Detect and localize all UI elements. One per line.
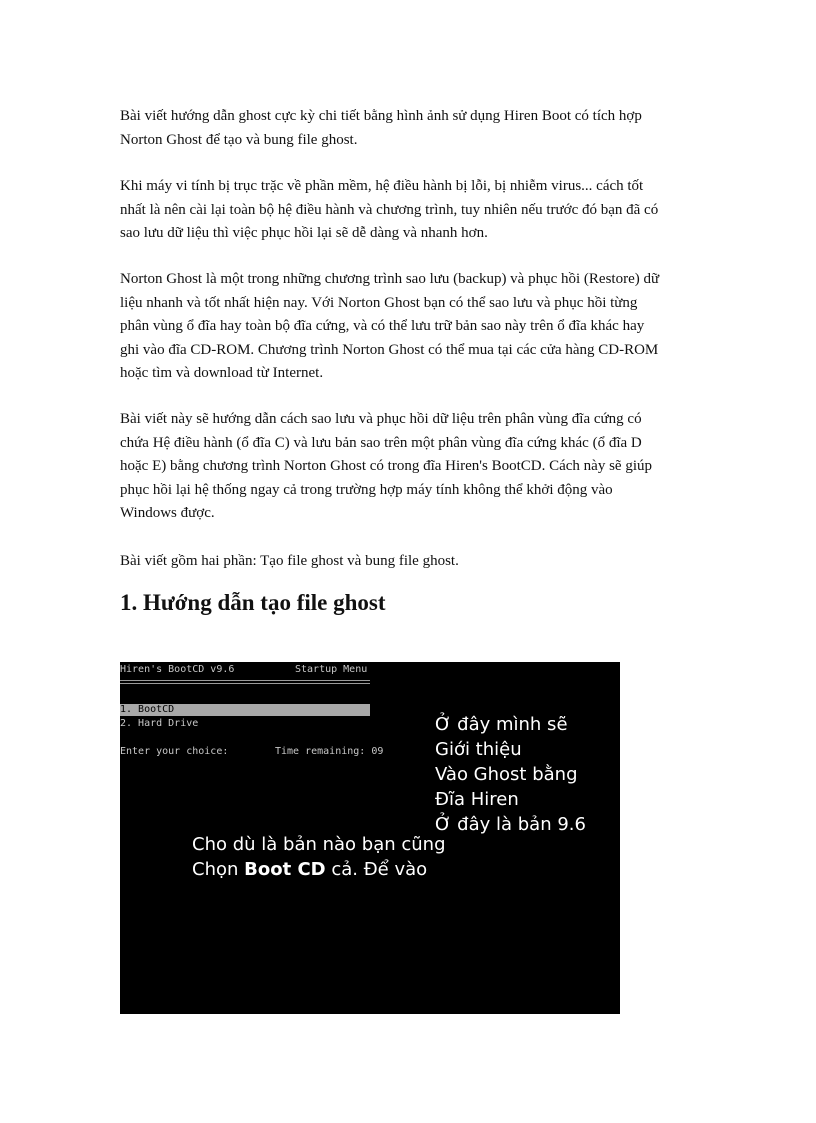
annotation-line: Cho dù là bản nào bạn cũng — [192, 834, 446, 855]
boot-title-right: Startup Menu — [295, 664, 368, 675]
paragraph-line: Khi máy vi tính bị trục trặc về phần mềm, hệ điều hành bị lỗi, bị nhiễm virus... cách tốt — [120, 178, 644, 194]
boot-title-left: Hiren's BootCD v9.6 — [120, 664, 235, 675]
guide-paragraph — [120, 408, 700, 526]
annotation-right — [435, 712, 586, 837]
norton-ghost-paragraph — [120, 268, 700, 386]
hiren-bootcd-screenshot — [120, 662, 620, 1014]
paragraph-line: Norton Ghost để tạo và bung file ghost. — [120, 131, 358, 148]
annotation-left — [192, 832, 446, 882]
annotation-line: Ở đây mình sẽ — [435, 714, 568, 735]
paragraph-line: chứa Hệ điều hành (ổ đĩa C) và lưu bản sao trên một phân vùng đĩa cứng khác (ổ đĩa D — [120, 434, 642, 451]
annotation-line — [192, 857, 446, 882]
annotation-line: Vào Ghost bằng — [435, 764, 578, 785]
annotation-line: Ở đây là bản 9.6 — [435, 814, 586, 835]
annotation-text: cả. Để vào — [325, 859, 428, 880]
paragraph-line: Norton Ghost là một trong những chương trình sao lưu (backup) và phục hồi (Restore) dữ — [120, 271, 660, 287]
paragraph-line: Bài viết này sẽ hướng dẫn cách sao lưu và phục hồi dữ liệu trên phân vùng đĩa cứng có — [120, 411, 642, 427]
paragraph-line: phân vùng ổ đĩa hay toàn bộ đĩa cứng, và có thể lưu trữ bản sao này trên ổ đĩa khác hay — [120, 318, 645, 334]
problem-paragraph — [120, 175, 700, 246]
header-rule — [120, 683, 370, 684]
paragraph-line: Bài viết hướng dẫn ghost cực kỳ chi tiết bằng hình ảnh sử dụng Hiren Boot có tích hợp — [120, 108, 642, 124]
paragraph-line: nhất là nên cài lại toàn bộ hệ điều hành và chương trình, tuy nhiên nếu trước đó bạn đã có — [120, 201, 659, 218]
menu-item-bootcd: 1. BootCD — [120, 704, 370, 716]
annotation-line: Đĩa Hiren — [435, 789, 519, 810]
time-remaining: Time remaining: 09 — [275, 746, 384, 757]
paragraph-line: hoặc E) bằng chương trình Norton Ghost có trong đĩa Hiren's BootCD. Cách này sẽ giúp — [120, 458, 653, 474]
header-rule — [120, 680, 370, 681]
intro-paragraph — [120, 105, 700, 152]
paragraph-line: ghi vào đĩa CD-ROM. Chương trình Norton Ghost có thể mua tại các cửa hàng CD-ROM — [120, 341, 659, 358]
menu-item-hard-drive: 2. Hard Drive — [120, 718, 199, 729]
paragraph-line: sao lưu dữ liệu thì việc phục hồi lại sẽ dễ dàng và nhanh hơn. — [120, 225, 488, 241]
parts-paragraph — [120, 550, 700, 574]
paragraph-line: Bài viết gồm hai phần: Tạo file ghost và bung file ghost. — [120, 553, 459, 569]
paragraph-line: phục hồi lại hệ thống ngay cả trong trường hợp máy tính không thể khởi động vào — [120, 481, 613, 498]
annotation-line: Giới thiệu — [435, 739, 522, 760]
paragraph-line: hoặc tìm và download từ Internet. — [120, 365, 324, 381]
annotation-text: Chọn — [192, 859, 245, 880]
paragraph-line: Windows được. — [120, 505, 215, 521]
annotation-bold-text: Boot CD — [244, 859, 326, 880]
choice-prompt: Enter your choice: — [120, 746, 229, 757]
paragraph-line: liệu nhanh và tốt nhất hiện nay. Với Norton Ghost bạn có thể sao lưu và phục hồi từng — [120, 294, 638, 311]
section-heading: 1. Hướng dẫn tạo file ghost — [120, 590, 386, 615]
